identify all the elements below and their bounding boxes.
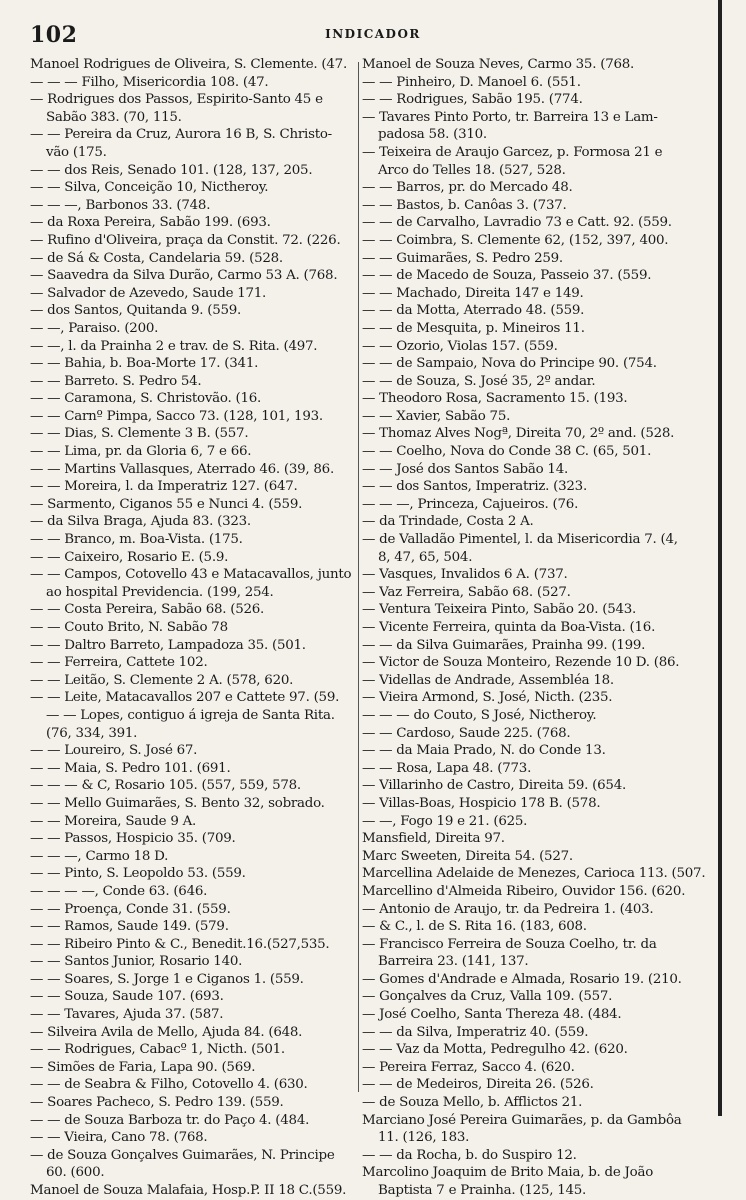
directory-entry-line: — — Souza, Saude 107. (693. bbox=[30, 989, 224, 1005]
directory-entry-line: — — Mello Guimarães, S. Bento 32, sobrado. bbox=[30, 795, 325, 811]
directory-entry-line: — da Silva Braga, Ajuda 83. (323. bbox=[30, 514, 251, 530]
directory-entry-line: — — Carnº Pimpa, Sacco 73. (128, 101, 193. bbox=[30, 408, 323, 424]
directory-entry-line: — Tavares Pinto Porto, tr. Barreira 13 e Lam- bbox=[362, 109, 658, 125]
directory-entry-line: — Saavedra da Silva Durão, Carmo 53 A. (768. bbox=[30, 268, 338, 284]
directory-entry-line: Baptista 7 e Prainha. (125, 145. bbox=[378, 1183, 587, 1198]
directory-entry-line: — —, Fogo 19 e 21. (625. bbox=[362, 813, 528, 829]
directory-entry-line: — —, l. da Prainha 2 e trav. de S. Rita. (497. bbox=[30, 338, 318, 354]
directory-entry-line: — Antonio de Araujo, tr. da Pedreira 1. (403. bbox=[362, 901, 654, 917]
directory-entry-line: 11. (126, 183. bbox=[378, 1130, 470, 1146]
directory-entry-line: — de Sá & Costa, Candelaria 59. (528. bbox=[30, 250, 283, 266]
directory-entry-line: — da Roxa Pereira, Sabão 199. (693. bbox=[30, 215, 271, 231]
directory-entry-line: — Salvador de Azevedo, Saude 171. bbox=[30, 285, 267, 301]
directory-entry-line: — José Coelho, Santa Thereza 48. (484. bbox=[362, 1007, 622, 1023]
directory-entry-line: — — — do Couto, S José, Nictheroy. bbox=[362, 707, 597, 723]
directory-entry-line: — — Soares, S. Jorge 1 e Ciganos 1. (559. bbox=[30, 971, 304, 987]
directory-entry-line: — — Vieira, Cano 78. (768. bbox=[30, 1130, 208, 1146]
directory-entry-line: — & C., l. de S. Rita 16. (183, 608. bbox=[362, 919, 587, 935]
directory-entry-line: — — Tavares, Ajuda 37. (587. bbox=[30, 1007, 224, 1023]
directory-entry-line: — — Maia, S. Pedro 101. (691. bbox=[30, 760, 231, 776]
directory-entry-line: — — — & C, Rosario 105. (557, 559, 578. bbox=[30, 778, 301, 794]
left-column bbox=[30, 56, 356, 1198]
directory-entry-line: — — Coimbra, S. Clemente 62, (152, 397, 400. bbox=[362, 232, 669, 248]
directory-entry-line: Marciano José Pereira Guimarães, p. da Gambôa bbox=[362, 1112, 682, 1128]
directory-entry-line: — — Leite, Matacavallos 207 e Cattete 97. (59. bbox=[30, 690, 340, 706]
directory-entry-line: — — Barreto. S. Pedro 54. bbox=[30, 373, 202, 389]
directory-entry-line: — dos Santos, Quitanda 9. (559. bbox=[30, 303, 242, 319]
directory-entry-line: — —, Paraiso. (200. bbox=[30, 320, 159, 336]
directory-entry-line: Marcolino Joaquim de Brito Maia, b. de João bbox=[362, 1165, 654, 1181]
directory-entry-line: — — Coelho, Nova do Conde 38 C. (65, 501. bbox=[362, 444, 652, 460]
directory-entry-line: — — Martins Vallasques, Aterrado 46. (39, 86. bbox=[30, 461, 334, 477]
directory-entry-line: Arco do Telles 18. (527, 528. bbox=[378, 162, 566, 178]
directory-entry-line: — Victor de Souza Monteiro, Rezende 10 D. (86. bbox=[362, 655, 680, 671]
directory-entry-line: — de Souza Mello, b. Afflictos 21. bbox=[362, 1095, 583, 1111]
directory-entry-line: 8, 47, 65, 504. bbox=[378, 549, 473, 565]
directory-entry-line: — Francisco Ferreira de Souza Coelho, tr. da bbox=[362, 936, 657, 952]
directory-entry-line: — — Moreira, l. da Imperatriz 127. (647. bbox=[30, 479, 298, 495]
directory-entry-line: — — José dos Santos Sabão 14. bbox=[362, 461, 568, 477]
directory-entry-line: — de Souza Gonçalves Guimarães, N. Principe bbox=[30, 1147, 335, 1163]
directory-entry-line: — — Cardoso, Saude 225. (768. bbox=[362, 725, 571, 741]
directory-entry-line: — Rufino d'Oliveira, praça da Constit. 72. (226. bbox=[30, 232, 341, 248]
directory-entry-line: — Silveira Avila de Mello, Ajuda 84. (648. bbox=[30, 1024, 303, 1040]
directory-entry-line: — — de Sampaio, Nova do Principe 90. (754. bbox=[362, 356, 657, 372]
directory-entry-line: — — Rodrigues, Cabacº 1, Nicth. (501. bbox=[30, 1042, 285, 1058]
directory-entry-line: — — da Silva Guimarães, Prainha 99. (199. bbox=[362, 637, 646, 653]
directory-entry-line: — — — Filho, Misericordia 108. (47. bbox=[30, 74, 269, 90]
directory-entry-line: — — Guimarães, S. Pedro 259. bbox=[362, 250, 563, 266]
directory-entry-line: — — Caixeiro, Rosario E. (5.9. bbox=[30, 549, 229, 565]
directory-entry-line: — Videllas de Andrade, Assembléa 18. bbox=[362, 672, 614, 688]
directory-entry-line: — — Pereira da Cruz, Aurora 16 B, S. Christo- bbox=[30, 127, 332, 143]
directory-entry-line: Mansfield, Direita 97. bbox=[362, 831, 505, 847]
directory-entry-line: — — Ramos, Saude 149. (579. bbox=[30, 919, 229, 935]
directory-entry-line: — — Ozorio, Violas 157. (559. bbox=[362, 338, 558, 354]
directory-entry-line: — — Daltro Barreto, Lampadoza 35. (501. bbox=[30, 637, 306, 653]
directory-entry-line: ao hospital Previdencia. (199, 254. bbox=[46, 584, 274, 600]
directory-entry-line: — — Rodrigues, Sabão 195. (774. bbox=[362, 92, 583, 108]
directory-entry-line: — — Costa Pereira, Sabão 68. (526. bbox=[30, 602, 265, 618]
directory-entry-line: — — Santos Junior, Rosario 140. bbox=[30, 954, 243, 970]
directory-entry-line: — — de Medeiros, Direita 26. (526. bbox=[362, 1077, 594, 1093]
directory-entry-line: — — Leitão, S. Clemente 2 A. (578, 620. bbox=[30, 672, 294, 688]
binding-edge bbox=[718, 0, 722, 1116]
directory-entry-line: — — de Carvalho, Lavradio 73 e Catt. 92. (559. bbox=[362, 215, 672, 231]
directory-entry-line: — — Vaz da Motta, Pedregulho 42. (620. bbox=[362, 1042, 628, 1058]
directory-entry-line: — — Couto Brito, N. Sabão 78 bbox=[30, 620, 228, 635]
directory-entry-line: — — Pinheiro, D. Manoel 6. (551. bbox=[362, 74, 581, 90]
directory-entry-line: — — Caramona, S. Christovão. (16. bbox=[30, 391, 262, 407]
directory-entry-line: — — de Souza, S. José 35, 2º andar. bbox=[362, 373, 596, 389]
page-header bbox=[30, 22, 716, 52]
directory-entry-line: — Teixeira de Araujo Garcez, p. Formosa 21 e bbox=[362, 144, 663, 160]
directory-entry-line: — — de Souza Barboza tr. do Paço 4. (484. bbox=[30, 1112, 310, 1128]
directory-entry-line: — — —, Carmo 18 D. bbox=[30, 848, 169, 864]
directory-entry-line: — — — —, Conde 63. (646. bbox=[30, 883, 208, 899]
directory-entry-line: — Theodoro Rosa, Sacramento 15. (193. bbox=[362, 391, 628, 407]
directory-entry-line: — — de Mesquita, p. Mineiros 11. bbox=[362, 320, 585, 336]
directory-entry-line: — — Bastos, b. Canôas 3. (737. bbox=[362, 197, 567, 213]
directory-entry-line: — — —, Barbonos 33. (748. bbox=[30, 197, 211, 213]
directory-entry-line: vão (175. bbox=[46, 144, 107, 160]
page-number: 102 bbox=[30, 22, 78, 48]
directory-entry-line: — — —, Princeza, Cajueiros. (76. bbox=[362, 496, 579, 512]
directory-entry-line: Manoel de Souza Malafaia, Hosp.P. II 18 C.(559. bbox=[30, 1183, 347, 1198]
directory-entry-line: — Vicente Ferreira, quinta da Boa-Vista. (16. bbox=[362, 620, 656, 635]
directory-entry-line: padosa 58. (310. bbox=[378, 127, 487, 143]
directory-entry-line: — — dos Reis, Senado 101. (128, 137, 205. bbox=[30, 162, 313, 178]
column-divider bbox=[358, 62, 359, 1092]
directory-entry-line: — — Lima, pr. da Gloria 6, 7 e 66. bbox=[30, 444, 252, 460]
directory-entry-line: — — Loureiro, S. José 67. bbox=[30, 743, 198, 759]
directory-entry-line: — Soares Pacheco, S. Pedro 139. (559. bbox=[30, 1095, 284, 1111]
directory-entry-line: — Simões de Faria, Lapa 90. (569. bbox=[30, 1059, 256, 1075]
directory-entry-line: — — da Rocha, b. do Suspiro 12. bbox=[362, 1147, 577, 1163]
directory-entry-line: — Villas-Boas, Hospicio 178 B. (578. bbox=[362, 795, 601, 811]
directory-entry-line: — de Valladão Pimentel, l. da Misericordia 7. (4, bbox=[362, 532, 678, 548]
running-head: INDICADOR bbox=[325, 27, 421, 41]
directory-entry-line: Manoel de Souza Neves, Carmo 35. (768. bbox=[362, 57, 635, 72]
directory-entry-line: — — Moreira, Saude 9 A. bbox=[30, 813, 197, 829]
directory-entry-line: — — da Motta, Aterrado 48. (559. bbox=[362, 303, 585, 319]
directory-entry-line: — Thomaz Alves Nogª, Direita 70, 2º and. (528. bbox=[362, 426, 675, 442]
directory-entry-line: — Gomes d'Andrade e Almada, Rosario 19. (210. bbox=[362, 971, 682, 987]
directory-entry-line: Sabão 383. (70, 115. bbox=[46, 109, 182, 125]
directory-entry-line: — — Machado, Direita 147 e 149. bbox=[362, 285, 584, 301]
directory-entry-line: — — Ribeiro Pinto & C., Benedit.16.(527,535. bbox=[30, 936, 330, 952]
directory-entry-line: — Rodrigues dos Passos, Espirito-Santo 45 e bbox=[30, 92, 323, 108]
directory-entry-line: Manoel Rodrigues de Oliveira, S. Clemente. (47. bbox=[30, 57, 347, 72]
directory-entry-line: 60. (600. bbox=[46, 1165, 105, 1181]
directory-entry-line: Marcellino d'Almeida Ribeiro, Ouvidor 156. (620. bbox=[362, 883, 686, 899]
directory-entry-line: Marc Sweeten, Direita 54. (527. bbox=[362, 848, 573, 864]
directory-entry-line: — — Bahia, b. Boa-Morte 17. (341. bbox=[30, 356, 259, 372]
directory-entry-line: Barreira 23. (141, 137. bbox=[378, 954, 529, 970]
directory-entry-line: — — dos Santos, Imperatriz. (323. bbox=[362, 479, 587, 495]
directory-entry-line: — — Xavier, Sabão 75. bbox=[362, 408, 511, 424]
directory-entry-line: — Vasques, Invalidos 6 A. (737. bbox=[362, 567, 568, 583]
directory-entry-line: — — Rosa, Lapa 48. (773. bbox=[362, 760, 532, 776]
directory-entry-line: — Pereira Ferraz, Sacco 4. (620. bbox=[362, 1059, 575, 1075]
directory-entry-line: — — Proença, Conde 31. (559. bbox=[30, 901, 231, 917]
directory-entry-line: — — Lopes, contiguo á igreja de Santa Rita. bbox=[46, 707, 335, 723]
directory-entry-line: — — Pinto, S. Leopoldo 53. (559. bbox=[30, 866, 246, 882]
directory-entry-line: — — Campos, Cotovello 43 e Matacavallos, junto bbox=[30, 567, 352, 583]
directory-entry-line: — — de Macedo de Souza, Passeio 37. (559. bbox=[362, 268, 652, 284]
directory-entry-line: — — de Seabra & Filho, Cotovello 4. (630. bbox=[30, 1077, 308, 1093]
directory-entry-line: — Gonçalves da Cruz, Valla 109. (557. bbox=[362, 989, 613, 1005]
directory-entry-line: — — Silva, Conceição 10, Nictheroy. bbox=[30, 180, 269, 196]
directory-entry-line: — — Ferreira, Cattete 102. bbox=[30, 655, 208, 671]
directory-entry-line: — Sarmento, Ciganos 55 e Nunci 4. (559. bbox=[30, 496, 303, 512]
directory-entry-line: (76, 334, 391. bbox=[46, 725, 138, 741]
directory-entry-line: — — Branco, m. Boa-Vista. (175. bbox=[30, 532, 243, 548]
directory-entry-line: — Ventura Teixeira Pinto, Sabão 20. (543. bbox=[362, 602, 637, 618]
directory-entry-line: — — da Silva, Imperatriz 40. (559. bbox=[362, 1024, 589, 1040]
directory-entry-line: — — Dias, S. Clemente 3 B. (557. bbox=[30, 426, 249, 442]
directory-entry-line: — — da Maia Prado, N. do Conde 13. bbox=[362, 743, 606, 759]
directory-entry-line: — Vaz Ferreira, Sabão 68. (527. bbox=[362, 584, 571, 600]
directory-entry-line: — — Barros, pr. do Mercado 48. bbox=[362, 180, 573, 196]
directory-entry-line: — Vieira Armond, S. José, Nicth. (235. bbox=[362, 690, 613, 706]
directory-entry-line: — Villarinho de Castro, Direita 59. (654. bbox=[362, 778, 626, 794]
right-column bbox=[362, 56, 710, 1198]
directory-entry-line: — — Passos, Hospicio 35. (709. bbox=[30, 831, 236, 847]
directory-entry-line: — da Trindade, Costa 2 A. bbox=[362, 514, 534, 530]
directory-entry-line: Marcellina Adelaide de Menezes, Carioca 113. (507. bbox=[362, 866, 706, 882]
